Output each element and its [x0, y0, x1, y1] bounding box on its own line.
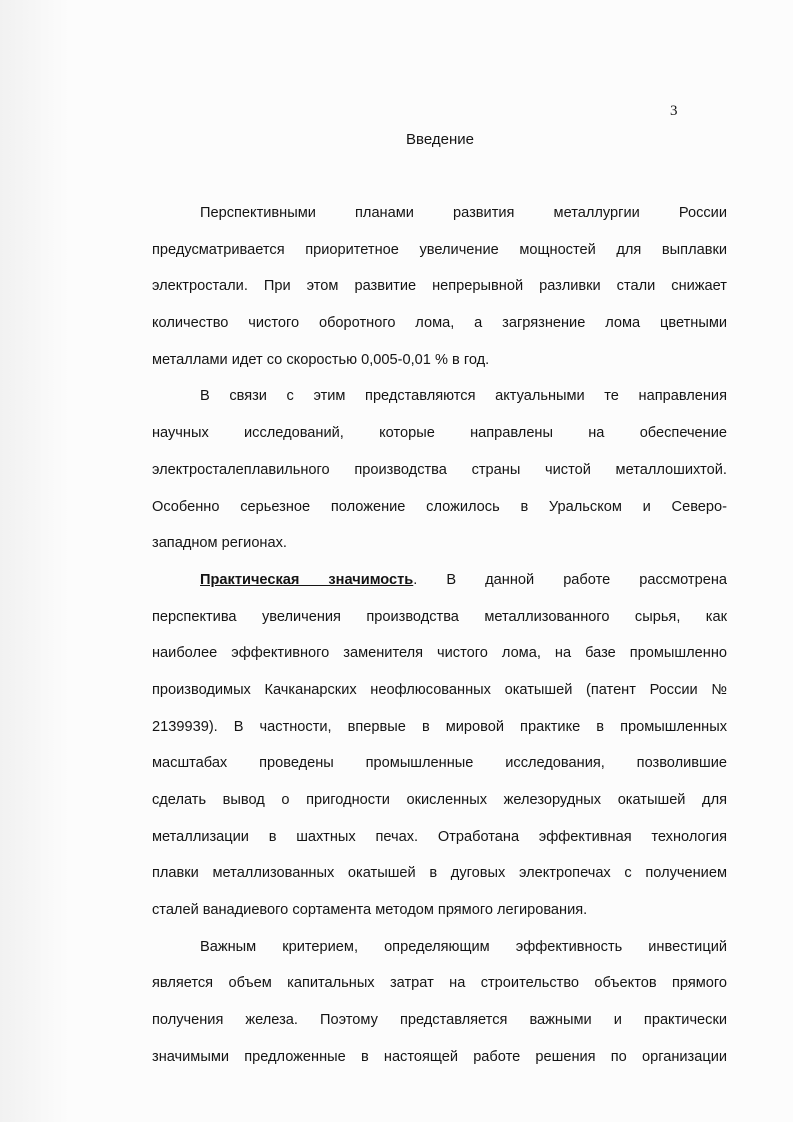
- scan-edge-shadow: [0, 0, 70, 1122]
- text-line: Перспективными планами развития металлургии России: [200, 205, 727, 221]
- paragraph-3: [152, 562, 727, 929]
- heading-continuation: . В данной работе рассмотрена: [413, 571, 727, 588]
- text-line: масштабах проведены промышленные исследования, позволившие: [152, 755, 727, 772]
- text-line: плавки металлизованных окатышей в дуговых электропечах с получением: [152, 865, 727, 882]
- text-line: металлизации в шахтных печах. Отработана эффективная технология: [152, 828, 727, 845]
- text-line: сделать вывод о пригодности окисленных железорудных окатышей для: [152, 792, 727, 808]
- text-line: производимых Качканарских неофлюсованных окатышей (патент России №: [152, 681, 727, 698]
- text-line: научных исследований, которые направлены на обеспечение: [152, 425, 727, 442]
- text-line: 2139939). В частности, впервые в мировой практике в промышленных: [152, 718, 727, 735]
- text-line: получения железа. Поэтому представляется важными и практически: [152, 1012, 727, 1029]
- text-line: Важным критерием, определяющим эффективность инвестиций: [200, 938, 727, 955]
- text-line: [152, 562, 727, 599]
- text-line: металлами идет со скоростью 0,005-0,01 % в год.: [152, 351, 490, 368]
- text-line: электростали. При этом развитие непрерывной разливки стали снижает: [152, 278, 727, 295]
- text-line: наиболее эффективного заменителя чистого лома, на базе промышленно: [152, 645, 727, 662]
- text-line: В связи с этим представляются актуальными те направления: [200, 388, 727, 405]
- paragraph-1: [152, 195, 727, 378]
- text-line: предусматривается приоритетное увеличение мощностей для выплавки: [152, 241, 727, 258]
- section-heading-practical-significance: Практическая значимость: [200, 571, 414, 588]
- text-line: является объем капитальных затрат на строительство объектов прямого: [152, 975, 727, 992]
- document-body: [152, 195, 727, 1076]
- text-line: количество чистого оборотного лома, а загрязнение лома цветными: [152, 315, 727, 332]
- page-title: Введение: [406, 131, 474, 148]
- text-line: перспектива увеличения производства металлизованного сырья, как: [152, 608, 727, 625]
- text-line: сталей ванадиевого сортамента методом прямого легирования.: [152, 902, 588, 919]
- paragraph-2: [152, 378, 727, 561]
- page-number: 3: [670, 103, 678, 119]
- text-line: западном регионах.: [152, 535, 287, 552]
- text-line: электросталеплавильного производства страны чистой металлошихтой.: [152, 461, 727, 478]
- text-line: значимыми предложенные в настоящей работе решения по организации: [152, 1048, 727, 1065]
- text-line: Особенно серьезное положение сложилось в Уральском и Северо-: [152, 498, 727, 515]
- paragraph-4: [152, 929, 727, 1076]
